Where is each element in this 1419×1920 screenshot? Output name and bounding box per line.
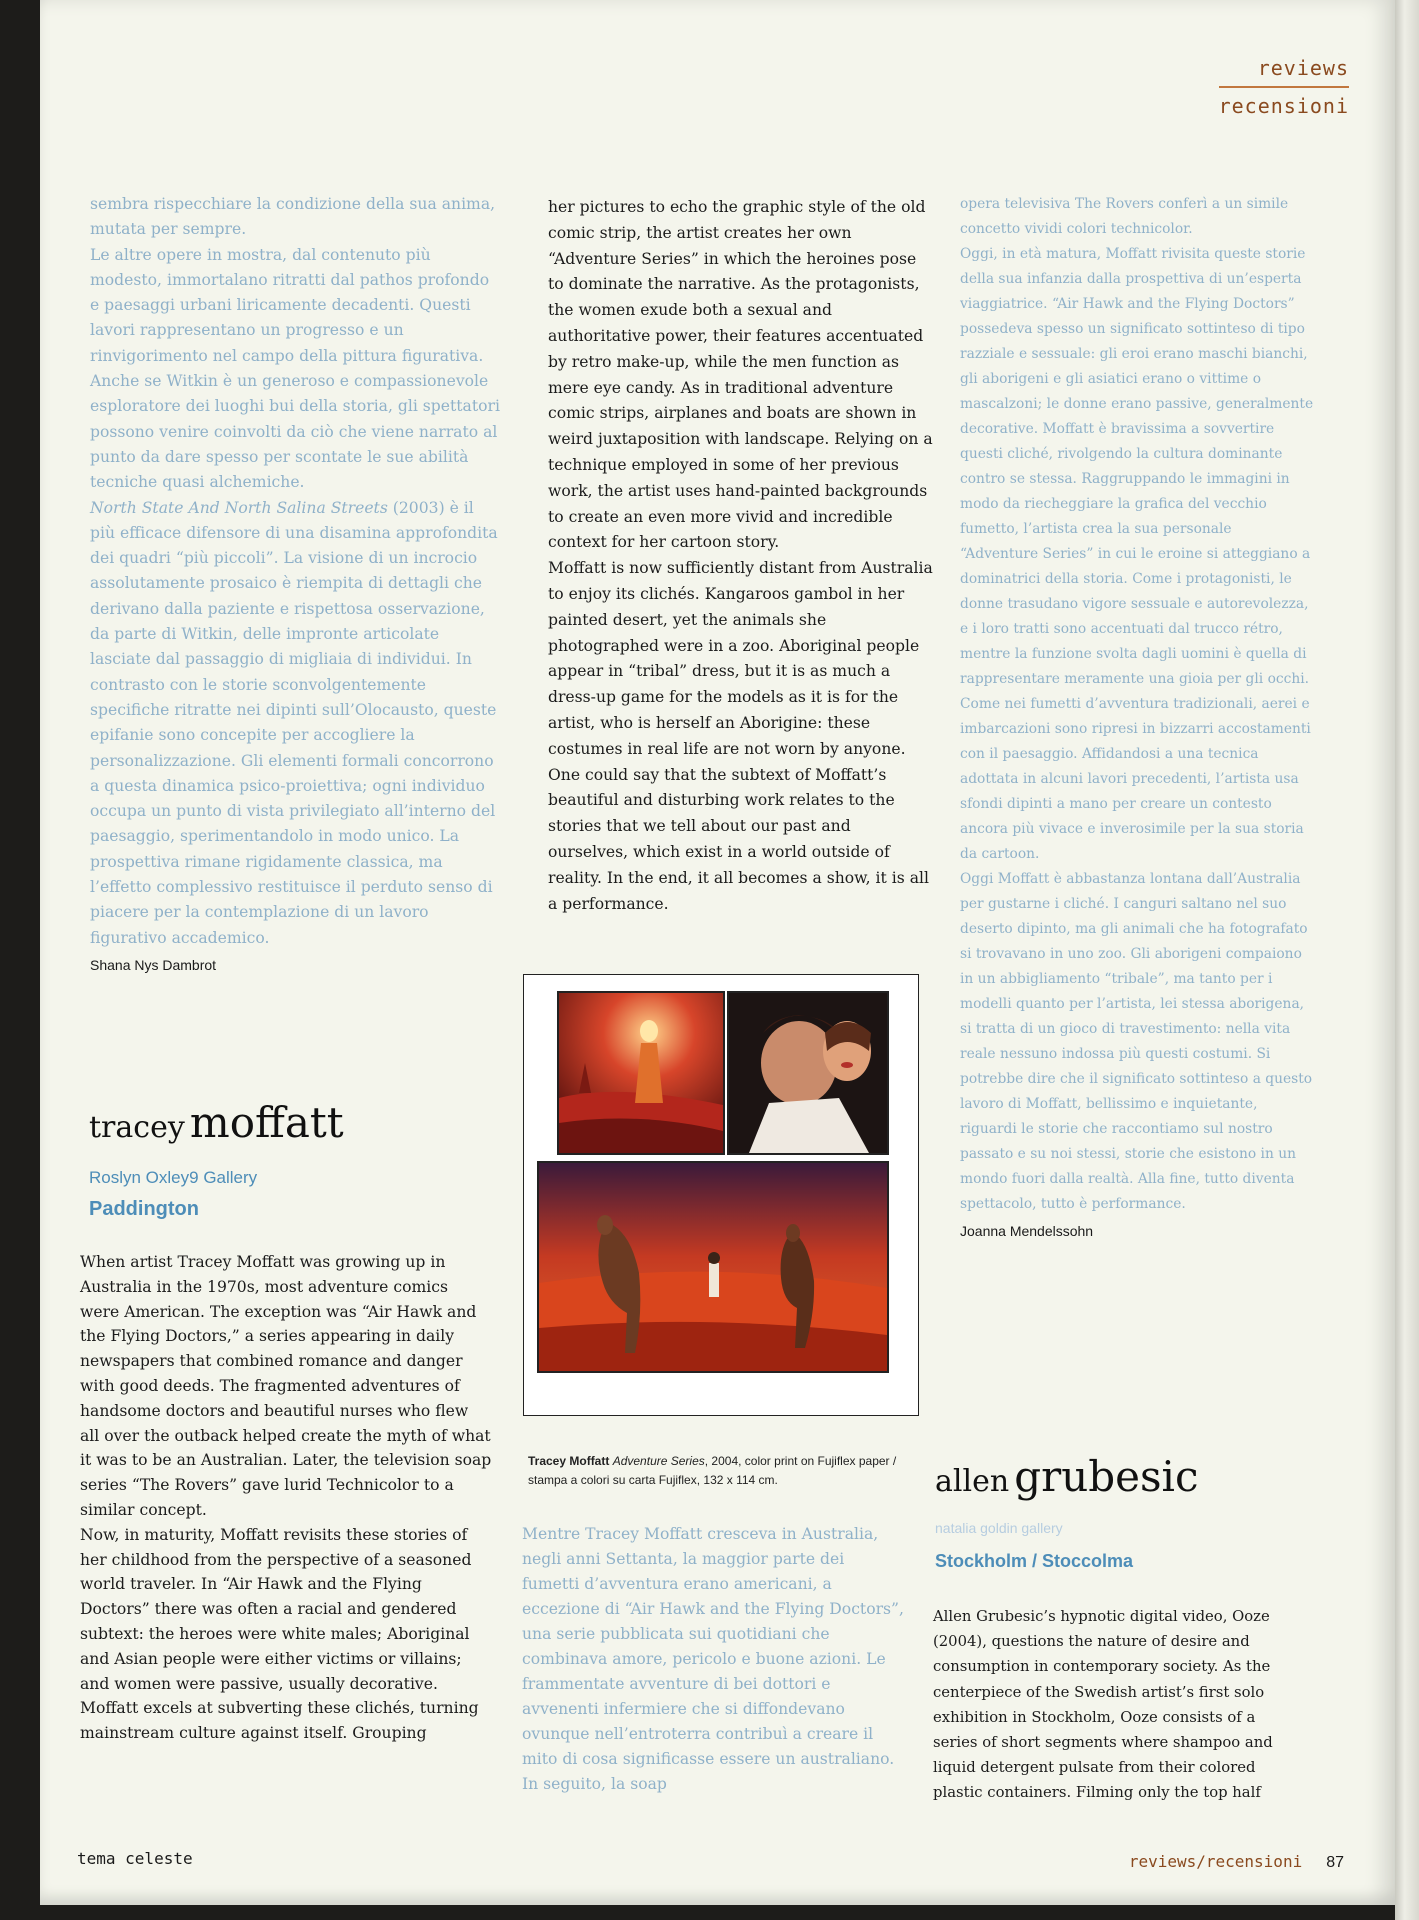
caption-artist: Tracey Moffatt: [528, 1454, 610, 1468]
moffatt-italian-col2: [522, 1522, 906, 1797]
moffatt-first-name: tracey: [89, 1110, 185, 1145]
grubesic-first-name: allen: [935, 1464, 1010, 1499]
panel-desert-figure: [557, 991, 725, 1155]
witkin-artwork-title: North State And North Salina Streets: [90, 498, 388, 517]
moffatt-it-para-3: Oggi, in età matura, Moffatt rivisita queste storie della sua infanzia dalla prospettiva di un’esperta viaggiatrice. “Air Hawk and the Flying Doctors” possedeva spesso un significato sottinteso di tipo razziale e sessuale: gli eroi erano maschi bianchi, gli aborigeni e gli asiatici erano o vittime o mascalzoni; le donne erano passive, generalmente decorative. Moffatt è bravissima a sovvertire questi cliché, rivolgendo la cultura dominante contro se stessa. Raggruppando le immagini in modo da riecheggiare la grafica del vecchio fumetto, l’artista crea la sua personale “Adventure Series” in cui le eroine si atteggiano a dominatrici della storia. Come i protagonisti, le donne trasudano vigore sessuale e autorevolezza, e i loro tratti sono accentuati dal trucco rétro, mentre la funzione svolta dagli uomini è quella di rappresentare meramente una gioia per gli occhi. Come nei fumetti d’avventura tradizionali, aerei e imbarcazioni sono ripresi in bizzarri accostamenti con il paesaggio. Affidandosi a una tecnica adottata in alcuni lavori precedenti, l’artista usa sfondi dipinti a mano per creare un contesto ancora più vivace e inverosimile per la sua storia da cartoon.: [960, 246, 1314, 862]
caption-title: Adventure Series: [612, 1454, 705, 1468]
witkin-para-1: sembra rispecchiare la condizione della sua anima, mutata per sempre.: [90, 195, 496, 239]
grubesic-gallery: natalia goldin gallery: [935, 1520, 1063, 1536]
moffatt-it-para-1: Mentre Tracey Moffatt cresceva in Australia, negli anni Settanta, la maggior parte dei fumetti d’avventura erano americani, a eccezione di “Air Hawk and the Flying Doctors”, una serie pubblicata sui quotidiani che combinava amore, pericolo e buone azioni. Le frammentate avventure di bei dottori e avvenenti infermiere che si diffondevano ovunque nell’entroterra contribuì a creare il mito di cosa significasse essere un australiano. In seguito, la soap: [522, 1525, 904, 1793]
moffatt-italian-col3: [960, 192, 1314, 1244]
moffatt-it-para-4: Oggi Moffatt è abbastanza lontana dall’Australia per gustarne i cliché. I canguri saltano nel suo deserto dipinto, ma gli animali che ha fotografato si trovavano in uno zoo. Gli aborigeni compaiono in un abbigliamento “tribale”, ma tanto per i modelli quanto per l’artista, lei stessa aborigena, si tratta di un gioco di travestimento: nella vita reale nessuno indossa più questi costumi. Si potrebbe dire che il significato sottinteso a questo lavoro di Moffatt, bellissimo e inquietante, riguardi le storie che raccontiamo sul nostro passato e su noi stessi, storie che esistono in un mondo fuori dalla realtà. Alla fine, tutto diventa spettacolo, tutto è performance.: [960, 871, 1313, 1212]
panel-couple: [727, 991, 889, 1155]
witkin-byline: Shana Nys Dambrot: [90, 956, 217, 973]
moffatt-en-para-3: her pictures to echo the graphic style of the old comic strip, the artist creates her own “Adventure Series” in which the heroines pose to dominate the narrative. As the protagonists, the women exude both a sexual and authoritative power, their features accentuated by retro make-up, while the men function as mere eye candy. As in traditional adventure comic strips, airplanes and boats are shown in weird juxtaposition with landscape. Relying on a technique employed in some of her previous work, the artist uses hand-painted backgrounds to create an even more vivid and incredible context for her cartoon story.: [548, 198, 933, 552]
witkin-para-3: [90, 496, 503, 951]
footer-section-label: reviews/recensioni: [1128, 1852, 1303, 1871]
moffatt-it-para-2: opera televisiva The Rovers conferì a un simile concetto vividi colori technicolor.: [960, 196, 1289, 237]
page-number: 87: [1326, 1854, 1344, 1871]
moffatt-en-para-4: Moffatt is now sufficiently distant from Australia to enjoy its clichés. Kangaroos gambol in her painted desert, yet the animals she photographed were in a zoo. Aboriginal people appear in “tribal” dress, but it is as much a dress-up game for the models as it is for the artist, who is herself an Aborigine: these costumes in real life are not worn by anyone. One could say that the subtext of Moffatt’s beautiful and disturbing work relates to the stories that we tell about our past and ourselves, which exist in a world outside of reality. In the end, it all becomes a show, it is all a performance.: [548, 559, 933, 913]
moffatt-last-name: moffatt: [189, 1098, 344, 1147]
moffatt-title: [89, 1098, 344, 1147]
footer-magazine-name: tema celeste: [77, 1849, 193, 1868]
moffatt-byline: Joanna Mendelssohn: [960, 1223, 1094, 1239]
grubesic-last-name: grubesic: [1014, 1452, 1199, 1501]
grubesic-city: Stockholm / Stoccolma: [935, 1551, 1134, 1571]
panel-kangaroos: [537, 1161, 889, 1373]
section-header: [1219, 56, 1349, 118]
moffatt-en-para-2: Now, in maturity, Moffatt revisits these stories of her childhood from the perspective of a seasoned world traveler. In “Air Hawk and the Flying Doctors” there was often a racial and gendered subtext: the heroes were white males; Aboriginal and Asian people were either victims or villains; and women were passive, usually decorative. Moffatt excels at subverting these clichés, turning mainstream culture against itself. Grouping: [80, 1525, 479, 1743]
grubesic-title: [935, 1452, 1199, 1501]
grubesic-para-1: Allen Grubesic’s hypnotic digital video, Ooze (2004), questions the nature of desire and consumption in contemporary society. As the centerpiece of the Swedish artist’s first solo exhibition in Stockholm, Ooze consists of a series of short segments where shampoo and liquid detergent pulsate from their colored plastic containers. Filming only the top half: [933, 1608, 1273, 1802]
moffatt-english-col1: [80, 1250, 492, 1746]
moffatt-en-para-1: When artist Tracey Moffatt was growing up in Australia in the 1970s, most adventure comics were American. The exception was “Air Hawk and the Flying Doctors,” a series appearing in daily newspapers that combined romance and danger with good deeds. The fragmented adventures of handsome doctors and beautiful nurses who flew all over the outback helped create the myth of what it was to be an Australian. Later, the television soap series “The Rovers” gave lurid Technicolor to a similar concept.: [80, 1253, 492, 1519]
section-label-recensioni: recensioni: [1218, 94, 1349, 118]
footer-section: [1129, 1852, 1344, 1872]
moffatt-gallery: Roslyn Oxley9 Gallery: [89, 1168, 258, 1187]
moffatt-english-col2: [548, 195, 934, 917]
page-edge: [1395, 0, 1419, 1920]
artwork-caption: [528, 1452, 918, 1490]
moffatt-city: Paddington: [89, 1198, 199, 1220]
grubesic-english: [933, 1604, 1297, 1806]
artwork-image: [523, 974, 919, 1416]
witkin-para-3-text: (2003) è il più efficace difensore di una disamina approfondita dei quadri “più piccoli”. La visione di un incrocio assolutamente prosaico è riempita di dettagli che derivano dalla paziente e rispettosa osservazione, da parte di Witkin, delle impronte articolate lasciate dal passaggio di migliaia di individui. In contrasto con le storie sconvolgentemente specifiche ritratte nei dipinti sull’Olocausto, queste epifanie sono concepite per accogliere la personalizzazione. Gli elementi formali concorrono a questa dinamica psico-proiettiva; ogni individuo occupa un punto di vista privilegiato all’interno del paesaggio, sperimentandolo in modo unico. La prospettiva rimane rigidamente classica, ma l’effetto complessivo restituisce il perduto senso di piacere per la contemplazione di un lavoro figurativo accademico.: [90, 498, 498, 947]
witkin-review-tail: [90, 192, 503, 978]
witkin-para-2: Le altre opere in mostra, dal contenuto più modesto, immortalano ritratti dal pathos profondo e paesaggi urbani liricamente decadenti. Questi lavori rappresentano un progresso e un rinvigorimento nel campo della pittura figurativa. Anche se Witkin è un generoso e compassionevole esploratore dei luoghi bui della storia, gli spettatori possono venire coinvolti da ciò che viene narrato al punto da dare spesso per scontate le sue abilità tecniche quasi alchemiche.: [90, 245, 500, 492]
section-label-reviews: reviews: [1219, 56, 1349, 88]
caption-details: , 2004, color print on Fujiflex paper / stampa a colori su carta Fujiflex, 132 x 114 cm.: [528, 1454, 897, 1487]
